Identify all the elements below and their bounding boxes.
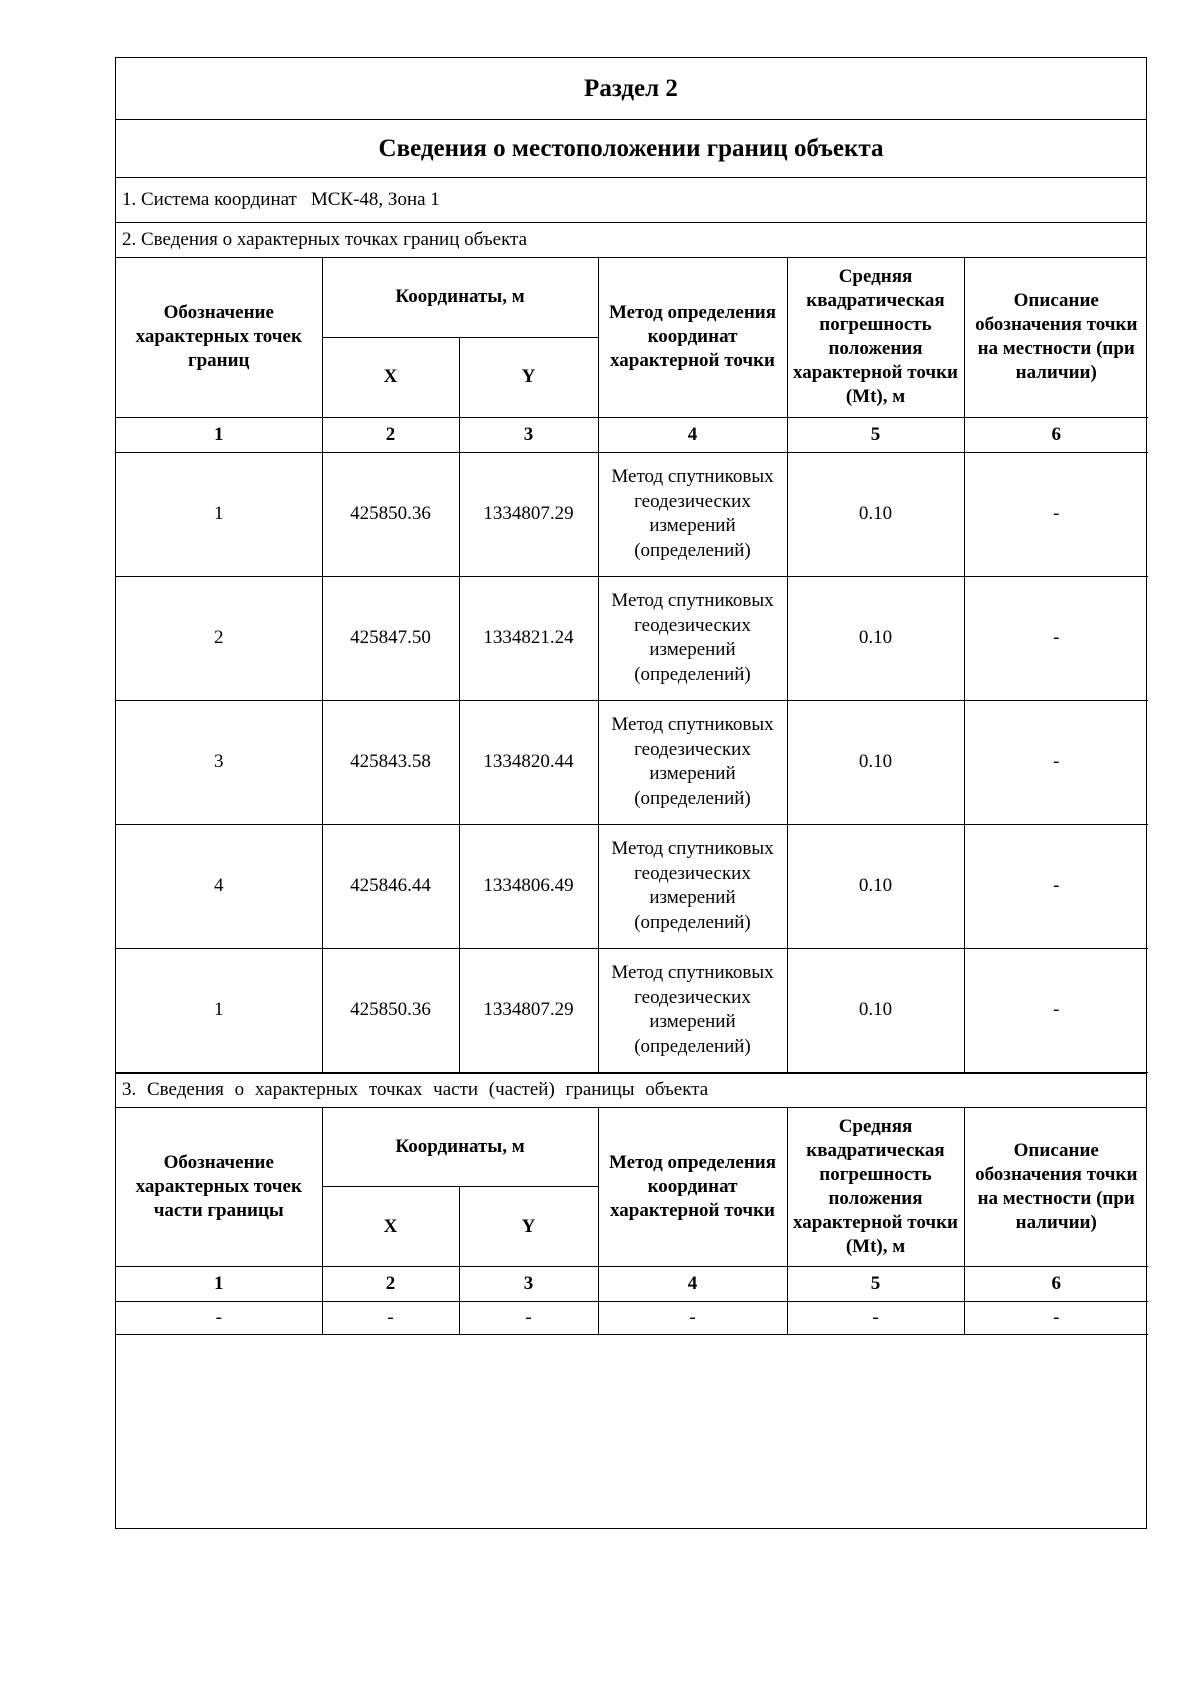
part-point-method: - xyxy=(598,1302,787,1335)
point-method: Метод спутниковых геодезических измерений (определений) xyxy=(598,700,787,824)
column-number: 1 xyxy=(116,417,322,452)
point-description: - xyxy=(964,824,1148,948)
point-description: - xyxy=(964,700,1148,824)
point-y: 1334807.29 xyxy=(459,948,598,1072)
point-id: 1 xyxy=(116,452,322,576)
coord-system-label: 1. Система координат xyxy=(122,189,297,210)
column-number: 4 xyxy=(598,1267,787,1302)
header-error: Средняя квадратическая погрешность положения характерной точки (Mt), м xyxy=(787,1108,964,1267)
header-error: Средняя квадратическая погрешность положения характерной точки (Mt), м xyxy=(787,258,964,417)
point-description: - xyxy=(964,948,1148,1072)
point-x: 425846.44 xyxy=(322,824,459,948)
point-id: 1 xyxy=(116,948,322,1072)
column-number: 5 xyxy=(787,1267,964,1302)
point-id: 3 xyxy=(116,700,322,824)
points-table xyxy=(116,258,1148,1073)
column-number: 2 xyxy=(322,1267,459,1302)
column-number: 3 xyxy=(459,1267,598,1302)
column-number: 4 xyxy=(598,417,787,452)
part-point-description: - xyxy=(964,1302,1148,1335)
point-y: 1334820.44 xyxy=(459,700,598,824)
table-row xyxy=(116,948,1148,1072)
point-method: Метод спутниковых геодезических измерений (определений) xyxy=(598,452,787,576)
table-row xyxy=(116,700,1148,824)
section-title: Раздел 2 xyxy=(116,58,1146,120)
points-heading: 2. Сведения о характерных точках границ объекта xyxy=(116,223,1146,258)
header-designation: Обозначение характерных точек границ xyxy=(116,258,322,417)
header-x: X xyxy=(322,1187,459,1267)
point-y: 1334807.29 xyxy=(459,452,598,576)
point-x: 425843.58 xyxy=(322,700,459,824)
column-number: 5 xyxy=(787,417,964,452)
coord-system-value: МСК-48, Зона 1 xyxy=(310,189,440,210)
section-subtitle: Сведения о местоположении границ объекта xyxy=(116,120,1146,178)
point-y: 1334821.24 xyxy=(459,576,598,700)
part-points-table xyxy=(116,1108,1148,1336)
header-coords: Координаты, м xyxy=(322,1108,598,1187)
table-row xyxy=(116,576,1148,700)
point-description: - xyxy=(964,452,1148,576)
point-method: Метод спутниковых геодезических измерений (определений) xyxy=(598,824,787,948)
column-number: 1 xyxy=(116,1267,322,1302)
point-method: Метод спутниковых геодезических измерений (определений) xyxy=(598,948,787,1072)
header-description: Описание обозначения точки на местности (при наличии) xyxy=(964,1108,1148,1267)
header-method: Метод определения координат характерной точки xyxy=(598,1108,787,1267)
table-row xyxy=(116,452,1148,576)
point-x: 425850.36 xyxy=(322,948,459,1072)
table-row xyxy=(116,1302,1148,1335)
point-error: 0.10 xyxy=(787,948,964,1072)
point-x: 425847.50 xyxy=(322,576,459,700)
point-description: - xyxy=(964,576,1148,700)
header-method: Метод определения координат характерной точки xyxy=(598,258,787,417)
column-number: 6 xyxy=(964,417,1148,452)
point-method: Метод спутниковых геодезических измерений (определений) xyxy=(598,576,787,700)
part-point-y: - xyxy=(459,1302,598,1335)
table-row xyxy=(116,824,1148,948)
header-x: X xyxy=(322,337,459,417)
column-number: 2 xyxy=(322,417,459,452)
part-point-x: - xyxy=(322,1302,459,1335)
coord-system-line xyxy=(116,178,1146,223)
point-error: 0.10 xyxy=(787,576,964,700)
point-x: 425850.36 xyxy=(322,452,459,576)
part-point-error: - xyxy=(787,1302,964,1335)
point-id: 4 xyxy=(116,824,322,948)
header-designation: Обозначение характерных точек части границы xyxy=(116,1108,322,1267)
header-description: Описание обозначения точки на местности (при наличии) xyxy=(964,258,1148,417)
column-number: 3 xyxy=(459,417,598,452)
part-point-id: - xyxy=(116,1302,322,1335)
part-points-heading: 3. Сведения о характерных точках части (частей) границы объекта xyxy=(116,1073,1146,1108)
document-frame xyxy=(115,57,1147,1529)
header-y: Y xyxy=(459,337,598,417)
column-number: 6 xyxy=(964,1267,1148,1302)
point-id: 2 xyxy=(116,576,322,700)
header-coords: Координаты, м xyxy=(322,258,598,337)
point-error: 0.10 xyxy=(787,700,964,824)
point-error: 0.10 xyxy=(787,452,964,576)
point-y: 1334806.49 xyxy=(459,824,598,948)
point-error: 0.10 xyxy=(787,824,964,948)
header-y: Y xyxy=(459,1187,598,1267)
